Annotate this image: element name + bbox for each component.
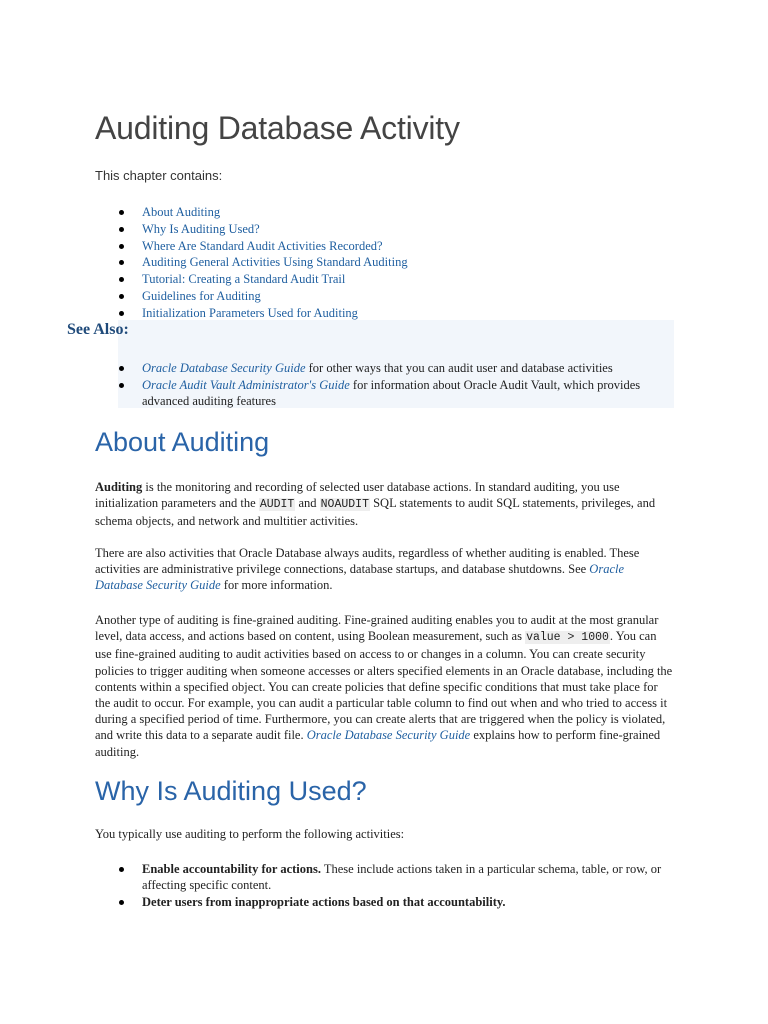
- list-item: [142, 288, 408, 305]
- paragraph-text: for more information.: [220, 578, 333, 593]
- activity-title: Enable accountability for actions.: [142, 862, 321, 876]
- see-also-list: [142, 360, 672, 410]
- paragraph-text: and: [295, 496, 320, 511]
- about-paragraph-3: [95, 612, 675, 760]
- list-item: [142, 254, 408, 271]
- about-paragraph-1: [95, 479, 675, 530]
- chapter-intro: This chapter contains:: [95, 168, 223, 183]
- code-value-1000: value > 1000: [526, 631, 609, 645]
- toc-link-tutorial[interactable]: Tutorial: Creating a Standard Audit Trail: [142, 272, 346, 287]
- list-item: [142, 360, 672, 376]
- list-item: [142, 204, 408, 221]
- link-security-guide-fga[interactable]: Oracle Database Security Guide: [306, 728, 471, 743]
- paragraph-text: . You can use fine-grained auditing to audit activities based on access to or changes in a column. You can create security policies to trigger auditing when someone accesses or alters specified elements in an Oracle database, including the contents within a specified object. You can create policies that define specific conditions that must take place for the audit to occur. For example, you can audit a particular table column to find out when and who tried to access it during a specified period of time. Furthermore, you can create alerts that are triggered when the policy is violated, and write this data to a separate audit file.: [95, 629, 673, 743]
- list-item: [142, 377, 672, 409]
- list-item: [142, 238, 408, 255]
- code-noaudit: NOAUDIT: [320, 498, 369, 512]
- why-intro: You typically use auditing to perform the following activities:: [95, 827, 405, 841]
- list-item: [142, 271, 408, 288]
- section-heading-why-auditing: Why Is Auditing Used?: [95, 776, 367, 806]
- auditing-activities-list: [142, 861, 677, 912]
- see-also-title: See Also:: [67, 321, 129, 338]
- paragraph-text: explains how to perform fine-grained auditing.: [95, 728, 661, 759]
- paragraph-text: is the monitoring and recording of selected user database actions. In standard auditing, you use initialization parameters and the: [95, 480, 620, 511]
- link-security-guide[interactable]: Oracle Database Security Guide: [95, 562, 625, 593]
- activity-title: Deter users from inappropriate actions based on that accountability.: [142, 895, 506, 910]
- toc-link-about-auditing[interactable]: About Auditing: [142, 205, 221, 219]
- paragraph-text: Another type of auditing is fine-grained auditing. Fine-grained auditing enables you to audit at the most granular level, data access, and actions based on content, using Boolean measurement, such as: [95, 613, 659, 644]
- paragraph-text: SQL statements to audit SQL statements, privileges, and schema objects, and network and multitier activities.: [95, 496, 656, 529]
- list-item: [142, 894, 677, 910]
- chapter-contents-list: [142, 204, 408, 322]
- toc-link-why-auditing[interactable]: Why Is Auditing Used?: [142, 221, 260, 236]
- toc-link-init-params[interactable]: Initialization Parameters Used for Auditing: [142, 305, 358, 320]
- see-also-link-security-guide[interactable]: Oracle Database Security Guide: [142, 361, 306, 375]
- code-audit: AUDIT: [259, 498, 295, 512]
- list-item: [142, 221, 408, 238]
- about-paragraph-2: [95, 545, 675, 594]
- section-heading-about-auditing: About Auditing: [95, 427, 270, 457]
- toc-link-guidelines[interactable]: Guidelines for Auditing: [142, 288, 261, 303]
- term-auditing: Auditing: [95, 480, 143, 494]
- see-also-link-audit-vault-guide[interactable]: Oracle Audit Vault Administrator's Guide: [142, 378, 350, 392]
- activity-text: These include actions taken in a particular schema, table, or row, or affecting specific content.: [142, 862, 662, 893]
- page-title: Auditing Database Activity: [95, 110, 460, 146]
- see-also-text: for other ways that you can audit user and database activities: [305, 361, 613, 375]
- toc-link-general-activities[interactable]: Auditing General Activities Using Standard Auditing: [142, 255, 408, 270]
- see-also-text: for information about Oracle Audit Vault, which provides advanced auditing features: [142, 378, 641, 408]
- list-item: [142, 861, 677, 893]
- toc-link-where-recorded[interactable]: Where Are Standard Audit Activities Recorded?: [142, 238, 383, 253]
- paragraph-text: There are also activities that Oracle Database always audits, regardless of whether auditing is enabled. These activities are administrative privilege connections, database startups, and database shutdowns. See: [95, 546, 640, 577]
